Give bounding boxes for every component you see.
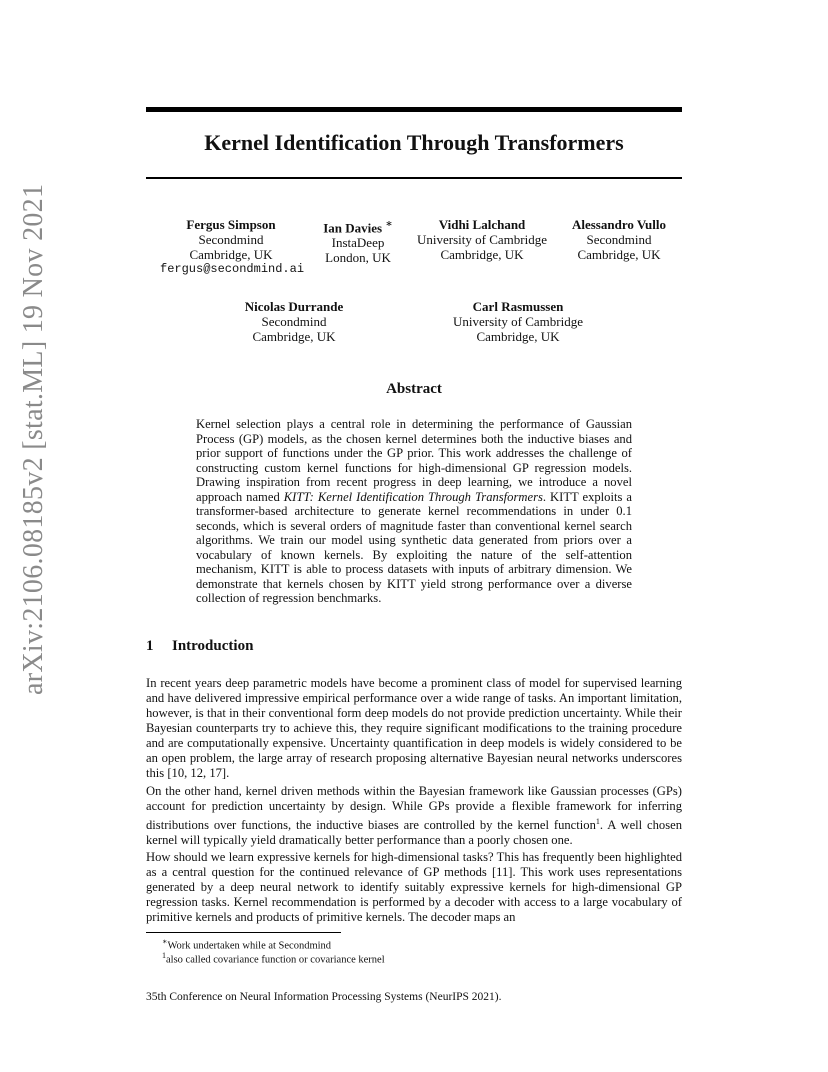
- author-email[interactable]: fergus@secondmind.ai: [160, 262, 305, 276]
- intro-paragraph-3: How should we learn expressive kernels for high-dimensional tasks? This has frequently been highlighted as a central question for the continued relevance of GP methods [11]. This work uses representations generated by a deep neural network to identify suitably expressive kernels for high-dimensional GP regression tasks. Kernel recommendation is performed by a decoder with access to a large vocabulary of primitive kernels and products of primitive kernels. The decoder maps an: [146, 850, 682, 924]
- section-title: Introduction: [172, 638, 254, 654]
- author-block: [316, 217, 400, 265]
- section-heading: [146, 638, 253, 655]
- abstract-text: Kernel selection plays a central role in determining the performance of Gaussian Process (GP) models, as the chosen kernel determines both the inductive biases and prior support of functions under the GP prior. This work addresses the challenge of constructing custom kernel functions for high-dimensional GP regression models. Drawing inspiration from recent progress in deep learning, we introduce a novel approach named KITT: Kernel Identification Through Transformers. KITT exploits a transformer-based architecture to generate kernel recommendations in under 0.1 seconds, which is several orders of magnitude faster than conventional kernel search algorithms. We train our model using synthetic data generated from priors over a vocabulary of known kernels. By exploiting the nature of the self-attention mechanism, KITT is able to process datasets with inputs of arbitrary dimension. We demonstrate that kernels chosen by KITT yield strong performance over a diverse collection of regression benchmarks.: [196, 417, 632, 605]
- author-name: Ian Davies ∗: [323, 218, 393, 236]
- author-block: [564, 217, 674, 262]
- author-affiliation: Secondmind: [198, 232, 264, 247]
- author-block: [410, 217, 554, 262]
- author-affiliation: University of Cambridge: [417, 232, 547, 247]
- paper-title: Kernel Identification Through Transformers: [204, 130, 624, 155]
- footnote-mark: 1: [162, 951, 166, 960]
- author-affiliation: Secondmind: [261, 314, 327, 329]
- title-bottom-rule: [146, 177, 682, 179]
- author-affiliation: University of Cambridge: [453, 314, 583, 329]
- title-top-rule: [146, 107, 682, 112]
- section-number: 1: [146, 638, 154, 654]
- footnote: ∗Work undertaken while at Secondmind: [162, 937, 332, 952]
- author-name: Fergus Simpson: [186, 217, 276, 232]
- footnote-reference[interactable]: 1: [595, 817, 600, 826]
- author-footnote-marker: ∗: [385, 218, 393, 230]
- author-location: Cambridge, UK: [440, 247, 524, 262]
- author-name: Nicolas Durrande: [244, 299, 344, 314]
- author-block: [160, 217, 305, 277]
- author-location: Cambridge, UK: [577, 247, 661, 262]
- author-location: London, UK: [325, 250, 391, 266]
- author-location: Cambridge, UK: [476, 329, 560, 344]
- author-block: [444, 299, 592, 344]
- author-name: Vidhi Lalchand: [438, 217, 526, 232]
- author-name: Carl Rasmussen: [472, 299, 564, 314]
- footnote-mark: ∗: [162, 937, 168, 946]
- author-location: Cambridge, UK: [189, 247, 273, 262]
- abstract-heading: Abstract: [386, 381, 442, 397]
- intro-paragraph-2: On the other hand, kernel driven methods within the Bayesian framework like Gaussian processes (GPs) account for prediction uncertainty by design. While GPs provide a flexible framework for inferring distributions over functions, the inductive biases are controlled by the kernel function$^1$. A well chosen kernel will typically yield dramatically better performance than a poorly chosen one.: [146, 784, 683, 848]
- author-block: [234, 299, 354, 344]
- intro-paragraph-1: In recent years deep parametric models have become a prominent class of model for supervised learning and have delivered impressive empirical performance over a wide range of tasks. An important limitation, however, is that in their conventional form deep models do not provide prediction uncertainty. While their Bayesian counterparts try to achieve this, they require significant modifications to the training procedure and are computationally expensive. Uncertainty quantification in deep models is widely considered to be an open problem, the large array of research proposing alternative Bayesian neural networks underscores this [10, 12, 17].: [146, 676, 682, 780]
- author-affiliation: Secondmind: [586, 232, 652, 247]
- author-affiliation: InstaDeep: [331, 235, 385, 251]
- author-location: Cambridge, UK: [252, 329, 336, 344]
- footnote: $^1$also called covariance function or covariance kernel: [162, 951, 385, 966]
- conference-note: 35th Conference on Neural Information Processing Systems (NeurIPS 2021).: [146, 991, 502, 1003]
- arxiv-identifier: arXiv:2106.08185v2 [stat.ML] 19 Nov 2021: [18, 183, 49, 695]
- model-name-italic: KITT: Kernel Identification Through Transformers: [283, 489, 543, 504]
- author-name: Alessandro Vullo: [571, 217, 667, 232]
- footnote-rule: [146, 932, 341, 933]
